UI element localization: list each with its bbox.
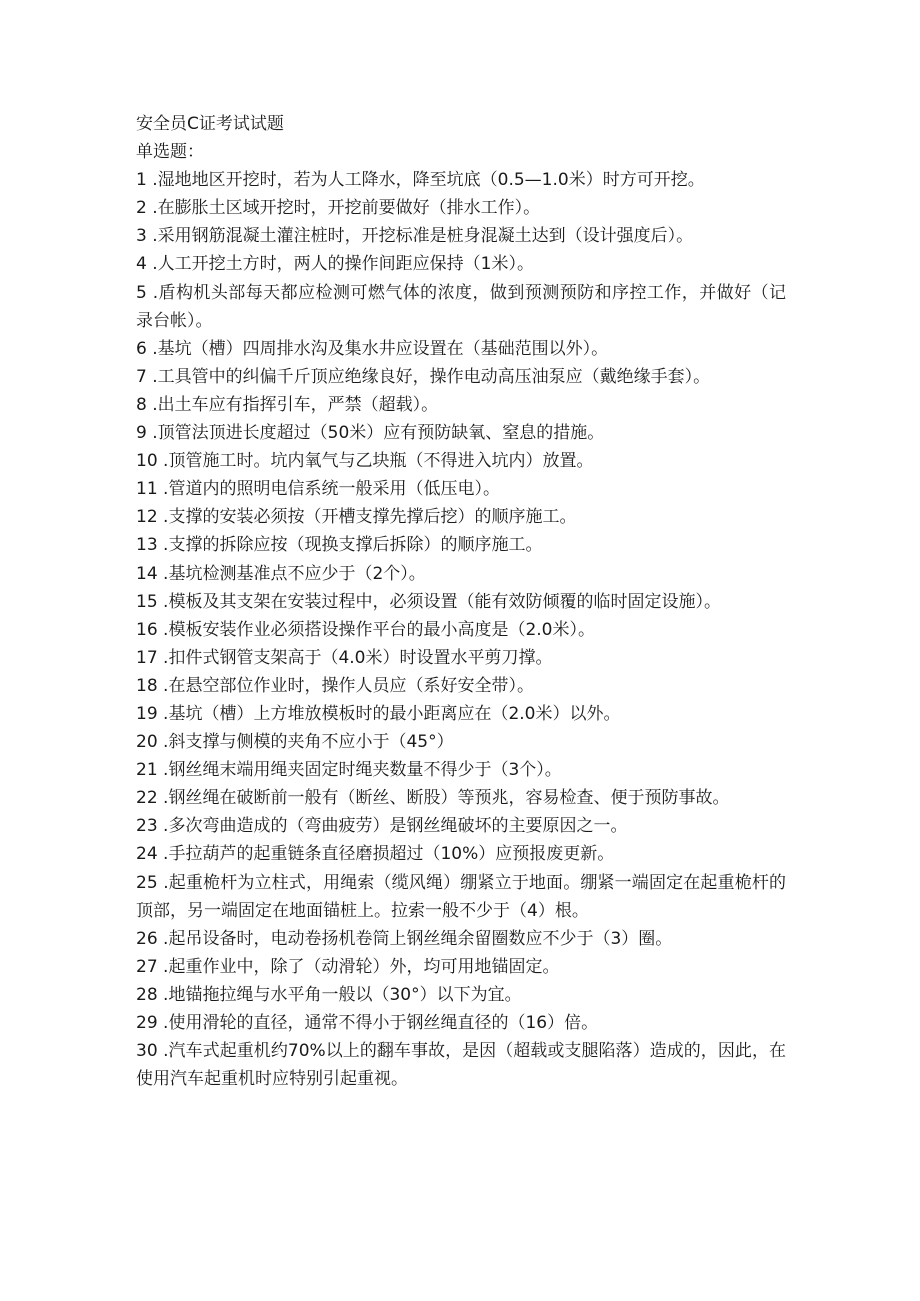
- question-text: .手拉葫芦的起重链条直径磨损超过（10%）应预报废更新。: [163, 844, 615, 865]
- question-number: 13: [136, 535, 158, 556]
- question-number: 19: [136, 703, 158, 724]
- question-item: [136, 700, 786, 728]
- question-text: .支撑的安装必须按（开槽支撑先撑后挖）的顺序施工。: [163, 507, 577, 528]
- question-number: 23: [136, 816, 158, 837]
- question-number: 22: [136, 788, 158, 809]
- question-item: [136, 644, 786, 672]
- question-text: .基坑（槽）四周排水沟及集水井应设置在（基础范围以外）。: [152, 338, 609, 359]
- question-text: .模板安装作业必须搭设操作平台的最小高度是（2.0米）。: [163, 619, 595, 640]
- section-heading: 单选题：: [136, 142, 204, 163]
- question-number: 1: [136, 170, 147, 191]
- question-text: .起吊设备时，电动卷扬机卷筒上钢丝绳余留圈数应不少于（3）圈。: [163, 928, 673, 949]
- question-text: .模板及其支架在安装过程中，必须设置（能有效防倾覆的临时固定设施）。: [163, 591, 721, 612]
- question-number: 2: [136, 198, 147, 219]
- question-item: [136, 925, 786, 953]
- question-number: 17: [136, 647, 158, 668]
- question-text: .基坑（槽）上方堆放模板时的最小距离应在（2.0米）以外。: [163, 703, 621, 724]
- question-item: [136, 447, 786, 475]
- question-item: [136, 279, 786, 335]
- question-number: 14: [136, 563, 158, 584]
- question-number: 29: [136, 1013, 158, 1033]
- question-item: [136, 250, 786, 278]
- question-item: [136, 166, 786, 194]
- question-text: .斜支撑与侧模的夹角不应小于（45°）: [163, 732, 454, 753]
- question-text: .使用滑轮的直径，通常不得小于钢丝绳直径的（16）倍。: [163, 1013, 599, 1033]
- question-item: [136, 222, 786, 250]
- question-number: 16: [136, 619, 158, 640]
- question-number: 12: [136, 507, 158, 528]
- document-title: 安全员C证考试试题: [136, 114, 284, 134]
- question-item: [136, 728, 786, 756]
- question-text: .钢丝绳在破断前一般有（断丝、断股）等预兆，容易检查、便于预防事故。: [163, 788, 730, 809]
- question-item: [136, 981, 786, 1009]
- question-text: .汽车式起重机约70%以上的翻车事故，是因（超载或支腿陷落）造成的，因此，在使用汽车起重机时应特别引起重视。: [136, 1041, 786, 1090]
- question-item: [136, 531, 786, 559]
- question-item: [136, 391, 786, 419]
- question-number: 28: [136, 984, 158, 1005]
- question-number: 4: [136, 254, 147, 275]
- question-number: 15: [136, 591, 158, 612]
- question-number: 20: [136, 732, 158, 753]
- question-number: 30: [136, 1041, 158, 1062]
- question-number: 25: [136, 872, 158, 893]
- question-item: [136, 840, 786, 868]
- question-item: [136, 588, 786, 616]
- question-text: .钢丝绳末端用绳夹固定时绳夹数量不得少于（3个）。: [163, 760, 562, 781]
- question-number: 24: [136, 844, 158, 865]
- question-text: .支撑的拆除应按（现换支撑后拆除）的顺序施工。: [163, 535, 543, 556]
- question-number: 11: [136, 479, 158, 500]
- question-text: .顶管法顶进长度超过（50米）应有预防缺氧、窒息的措施。: [152, 423, 605, 444]
- question-item: [136, 363, 786, 391]
- question-item: [136, 1009, 786, 1037]
- question-item: [136, 812, 786, 840]
- question-text: .基坑检测基准点不应少于（2个）。: [163, 563, 426, 584]
- question-item: [136, 953, 786, 981]
- question-number: 18: [136, 675, 158, 696]
- question-text: .顶管施工时。坑内氧气与乙块瓶（不得进入坑内）放置。: [163, 451, 594, 472]
- question-text: .出土车应有指挥引车，严禁（超载）。: [152, 394, 439, 415]
- question-text: .多次弯曲造成的（弯曲疲劳）是钢丝绳破坏的主要原因之一。: [163, 816, 628, 837]
- question-text: .盾构机头部每天都应检测可燃气体的浓度，做到预测预防和序控工作，并做好（记录台帐）。: [136, 282, 787, 331]
- question-item: [136, 1037, 786, 1093]
- question-text: .地锚拖拉绳与水平角一般以（30°）以下为宜。: [163, 984, 522, 1005]
- question-item: [136, 475, 786, 503]
- question-text: .工具管中的纠偏千斤顶应绝缘良好，操作电动高压油泵应（戴绝缘手套）。: [152, 366, 711, 387]
- question-number: 21: [136, 760, 158, 781]
- question-item: [136, 869, 786, 925]
- question-number: 3: [136, 226, 147, 247]
- question-number: 9: [136, 423, 147, 444]
- question-text: .扣件式钢管支架高于（4.0米）时设置水平剪刀撑。: [163, 647, 553, 668]
- question-text: .人工开挖土方时，两人的操作间距应保持（1米）。: [152, 254, 534, 275]
- question-text: .在悬空部位作业时，操作人员应（系好安全带）。: [163, 675, 534, 696]
- question-number: 26: [136, 928, 158, 949]
- question-item: [136, 756, 786, 784]
- question-item: [136, 503, 786, 531]
- question-text: .管道内的照明电信系统一般采用（低压电）。: [163, 479, 500, 500]
- question-number: 5: [136, 282, 147, 303]
- question-item: [136, 560, 786, 588]
- document-page: [136, 110, 786, 1093]
- question-item: [136, 616, 786, 644]
- question-item: [136, 194, 786, 222]
- question-number: 6: [136, 338, 147, 359]
- question-text: .在膨胀土区域开挖时，开挖前要做好（排水工作）。: [152, 198, 541, 219]
- question-item: [136, 335, 786, 363]
- question-text: .采用钢筋混凝土灌注桩时，开挖标准是桩身混凝土达到（设计强度后）。: [152, 226, 694, 247]
- question-item: [136, 672, 786, 700]
- question-text: .湿地地区开挖时，若为人工降水，降至坑底（0.5—1.0米）时方可开挖。: [152, 170, 705, 191]
- question-number: 10: [136, 451, 158, 472]
- question-list: [136, 166, 786, 1093]
- question-text: .起重作业中，除了（动滑轮）外，均可用地锚固定。: [163, 956, 560, 977]
- question-number: 7: [136, 366, 147, 387]
- question-text: .起重桅杆为立柱式，用绳索（缆风绳）绷紧立于地面。绷紧一端固定在起重桅杆的顶部，另一端固定在地面锚桩上。拉索一般不少于（4）根。: [136, 872, 787, 921]
- question-item: [136, 784, 786, 812]
- question-item: [136, 419, 786, 447]
- question-number: 27: [136, 956, 158, 977]
- question-number: 8: [136, 394, 147, 415]
